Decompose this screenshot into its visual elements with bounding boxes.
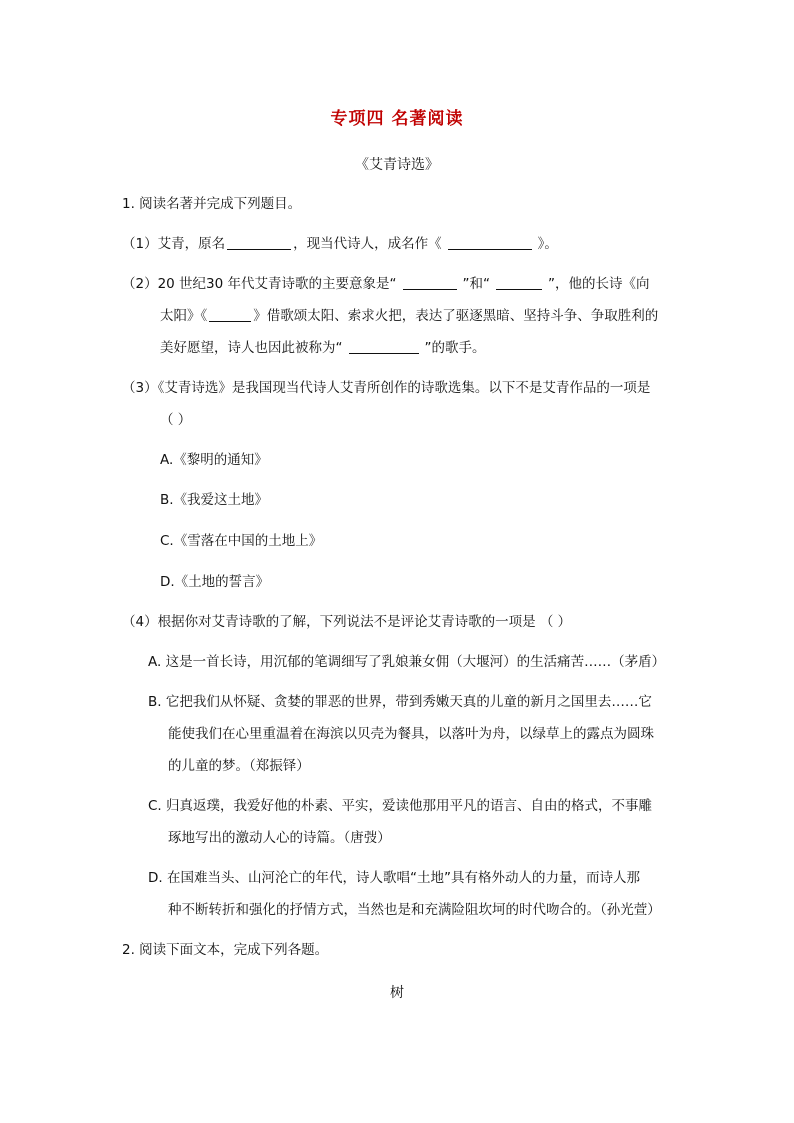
comment-option-b-line-2: 能使我们在心里重温着在海滨以贝壳为餐具，以落叶为舟，以绿草上的露点为圆珠 (168, 726, 654, 742)
comment-option-c-line-1[interactable]: C. 归真返璞，我爱好他的朴素、平实，爱读他那用平凡的语言、自由的格式，不事雕 (148, 798, 653, 814)
question-1-part-3-bracket: （ ） (160, 412, 192, 428)
q1-2-text-e: 》借歌颂太阳、索求火把，表达了驱逐黑暗、坚持斗争、争取胜利的 (253, 308, 659, 324)
poem-title: 树 (390, 985, 404, 1001)
question-1-intro: 1. 阅读名著并完成下列题目。 (122, 196, 302, 212)
option-d[interactable]: D.《土地的誓言》 (160, 574, 270, 590)
comment-option-a[interactable]: A. 这是一首长诗，用沉郁的笔调细写了乳娘兼女佣（大堰河）的生活痛苦……（茅盾） (148, 654, 666, 670)
question-1-part-4-stem: （4）根据你对艾青诗歌的了解，下列说法不是评论艾青诗歌的一项是 （ ） (122, 614, 572, 630)
comment-option-d-line-2: 种不断转折和强化的抒情方式，当然也是和充满险阻坎坷的时代吻合的。（孙光萱） (168, 902, 661, 918)
q1-2-text-f: 美好愿望，诗人也因此被称为“ (160, 340, 343, 356)
question-1-part-2-line-3 (160, 338, 486, 358)
q1-2-text-c: ”，他的长诗《向 (548, 276, 650, 292)
q1-1-text-b: ，现当代诗人，成名作《 (293, 236, 442, 252)
q1-2-text-a: （2）20 世纪30 年代艾青诗歌的主要意象是“ (122, 276, 397, 292)
question-1-part-2-line-2 (160, 306, 658, 326)
answer-blank-image-1[interactable] (403, 275, 457, 290)
comment-option-b-line-3: 的儿童的梦。（郑振铎） (168, 758, 310, 774)
section-subtitle: 《艾青诗选》 (355, 157, 439, 173)
answer-blank-singer[interactable] (349, 339, 419, 354)
answer-blank-image-2[interactable] (496, 275, 542, 290)
answer-blank-famous-work[interactable] (448, 235, 532, 250)
question-1-part-1 (122, 234, 558, 254)
option-a[interactable]: A.《黎明的通知》 (160, 452, 268, 468)
q1-1-text-c: 》。 (537, 236, 558, 252)
q1-2-text-g: ”的歌手。 (424, 340, 486, 356)
q1-2-text-b: ”和“ (462, 276, 491, 292)
q1-1-text-a: （1）艾青，原名 (122, 236, 226, 252)
comment-option-d-line-1[interactable]: D. 在国难当头、山河沦亡的年代，诗人歌唱“土地”具有格外动人的力量，而诗人那 (148, 870, 640, 886)
question-1-part-2-line-1 (122, 274, 650, 294)
question-1-part-3-stem: （3）《艾青诗选》是我国现当代诗人艾青所创作的诗歌选集。以下不是艾青作品的一项是 (122, 380, 651, 396)
comment-option-c-line-2: 琢地写出的激动人心的诗篇。（唐弢） (168, 830, 391, 846)
question-2-intro: 2. 阅读下面文本，完成下列各题。 (122, 942, 329, 958)
answer-blank-long-poem[interactable] (209, 307, 251, 322)
answer-blank-original-name[interactable] (227, 235, 291, 250)
option-b[interactable]: B.《我爱这土地》 (160, 492, 269, 508)
document-title: 专项四 名著阅读 (330, 109, 464, 129)
q1-2-text-d: 太阳》《 (160, 308, 208, 324)
comment-option-b-line-1[interactable]: B. 它把我们从怀疑、贪婪的罪恶的世界，带到秀嫩天真的儿童的新月之国里去……它 (148, 694, 652, 710)
option-c[interactable]: C.《雪落在中国的土地上》 (160, 533, 323, 549)
